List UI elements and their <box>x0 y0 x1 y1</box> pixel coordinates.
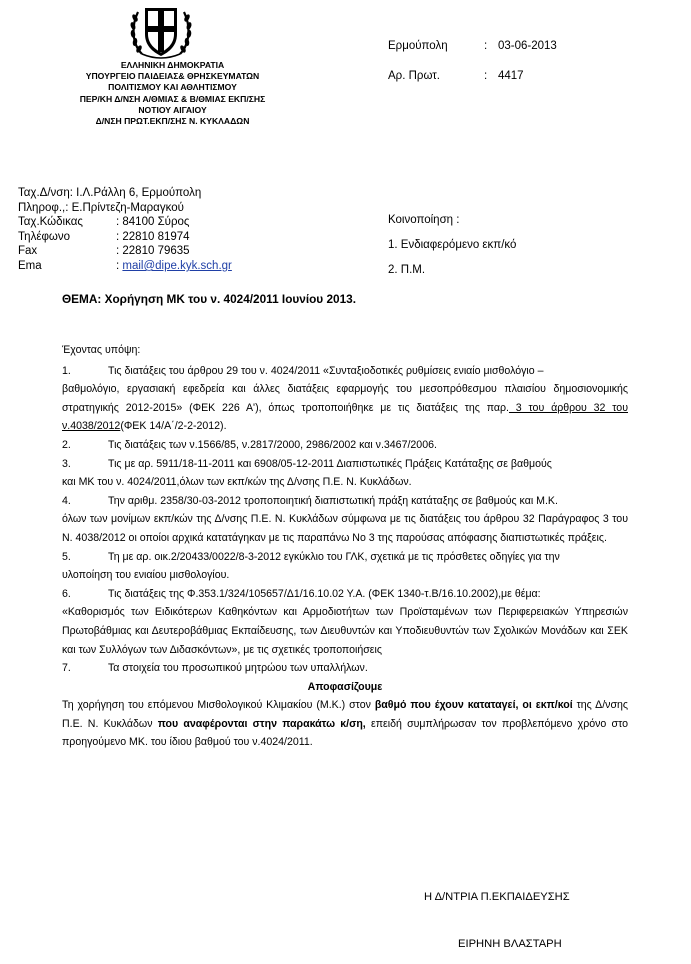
greek-emblem-icon <box>128 4 194 60</box>
protocol-row: Αρ. Πρωτ. : 4417 <box>388 70 524 82</box>
item-number: 6. <box>62 587 71 600</box>
cc-item: 1. Ενδιαφερόμενο εκπ/κό <box>388 239 517 251</box>
decision-heading: Αποφασίζουμε <box>307 680 383 693</box>
postcode-row <box>18 215 232 230</box>
list-item <box>62 585 628 604</box>
item-text: Την αριθμ. 2358/30-03-2012 τροποποιητική διαπιστωτική πράξη κατάταξης σε βαθμούς και Μ.Κ. <box>108 494 558 507</box>
list-item <box>62 436 628 455</box>
item-continuation: βαθμολόγιο, εργασιακή εφεδρεία και άλλες διατάξεις εφαρμογής του μεσοπρόθεσμου πλαισίου δημοσιονομικής στρατηγικής 2012-2015» (ΦΕΚ 226 Α'), όπως τροποποιήθηκε με τις διατάξεις της παρ. 3 του άρθρου 32 του ν.4038/2012(ΦΕΚ 14/Α΄/2-2-2012). <box>62 383 628 433</box>
cc-block <box>388 208 516 283</box>
item-number: 5. <box>62 550 71 563</box>
item-number: 4. <box>62 494 71 507</box>
subject-line: ΘΕΜΑ: Χορήγηση ΜΚ του ν. 4024/2011 Ιουνίου 2013. <box>62 292 356 306</box>
item-number: 2. <box>62 438 71 451</box>
header-line: Δ/ΝΣΗ ΠΡΩΤ.ΕΚΠ/ΣΗΣ Ν. ΚΥΚΛΑΔΩΝ <box>95 116 250 127</box>
list-item <box>62 362 628 381</box>
email-row <box>18 259 232 274</box>
header-line: ΠΕΡ/ΚΗ Δ/ΝΣΗ Α/ΘΜΙΑΣ & Β/ΘΜΙΑΣ ΕΚΠ/ΣΗΣ <box>79 93 266 104</box>
list-item <box>62 492 628 511</box>
header-line: ΠΟΛΙΤΙΣΜΟΥ ΚΑΙ ΑΘΛΗΤΙΣΜΟΥ <box>108 82 237 93</box>
item-text: Τις διατάξεις των ν.1566/85, ν.2817/2000, 2986/2002 και ν.3467/2006. <box>108 438 437 451</box>
item-text: Τις διατάξεις του άρθρου 29 του ν. 4024/2011 «Συνταξιοδοτικές ρυθμίσεις ενιαίο μισθολόγιο – <box>108 364 544 377</box>
cc-item: 2. Π.Μ. <box>388 264 426 276</box>
address-label: Ταχ.Δ/νση: <box>18 187 73 199</box>
header-line: ΕΛΛΗΝΙΚΗ ΔΗΜΟΚΡΑΤΙΑ <box>120 60 225 70</box>
item-text: Τις με αρ. 5911/18-11-2011 και 6908/05-12-2011 Διαπιστωτικές Πράξεις Κατάταξης σε βαθμούς <box>108 457 552 470</box>
email-link[interactable]: mail@dipe.kyk.sch.gr <box>122 259 232 272</box>
item-continuation: και ΜΚ του ν. 4024/2011,όλων των εκπ/κών της Δ/νσης Π.Ε. Ν. Κυκλάδων. <box>62 476 412 489</box>
fax-row <box>18 244 232 259</box>
fax-value: : 22810 79635 <box>116 245 190 258</box>
date-row: Ερμούπολη : 03-06-2013 <box>388 40 557 52</box>
place-label: Ερμούπολη <box>388 40 448 52</box>
postcode-label: Ταχ.Κώδικας <box>18 216 83 229</box>
list-item <box>62 548 628 567</box>
address-value: Ι.Λ.Ράλλη 6, Ερμούπολη <box>76 187 202 199</box>
phone-value: : 22810 81974 <box>116 230 190 243</box>
intro-text: Έχοντας υπόψη: <box>62 344 141 356</box>
item-text: Τη με αρ. οικ.2/20433/0022/8-3-2012 εγκύκλιο του ΓΛΚ, σχετικά με τις πρόσθετες οδηγίες για την <box>108 550 560 563</box>
issuing-authority-header <box>40 60 305 127</box>
fax-label: Fax <box>18 245 38 258</box>
signer-name: ΕΙΡΗΝΗ ΒΛΑΣΤΑΡΗ <box>458 938 562 950</box>
header-line: ΝΟΤΙΟΥ ΑΙΓΑΙΟΥ <box>138 104 207 115</box>
list-item <box>62 659 628 678</box>
info-value: Ε.Πρίντεζη-Μαραγκού <box>71 201 184 214</box>
underlined-reference: 3 του άρθρου 32 του ν.4038/2012 <box>62 401 628 433</box>
item-number: 1. <box>62 364 71 377</box>
item-number: 7. <box>62 662 71 675</box>
email-label: Ema <box>18 259 42 272</box>
cc-title: Κοινοποίηση : <box>388 214 460 226</box>
header-line: ΥΠΟΥΡΓΕΙΟ ΠΑΙΔΕΙΑΣ& ΘΡΗΣΚΕΥΜΑΤΩΝ <box>85 71 260 82</box>
phone-label: Τηλέφωνο <box>18 230 71 243</box>
phone-row <box>18 230 232 245</box>
document-date: 03-06-2013 <box>498 40 557 52</box>
item-text: Τις διατάξεις της Φ.353.1/324/105657/Δ1/16.10.02 Υ.Α. (ΦΕΚ 1340-τ.Β/16.10.2002),με θέμα: <box>108 587 541 600</box>
address-row <box>18 186 232 201</box>
item-text: Τα στοιχεία του προσωπικού μητρώου των υπαλλήλων. <box>108 662 368 675</box>
info-label: Πληροφ.,: <box>18 201 69 214</box>
email-colon: : <box>116 259 120 272</box>
item-continuation: υλοποίηση του ενιαίου μισθολογίου. <box>62 569 230 582</box>
protocol-label: Αρ. Πρωτ. <box>388 70 441 82</box>
info-row <box>18 201 232 216</box>
signer-title: Η Δ/ΝΤΡΙΑ Π.ΕΚΠΑΙΔΕΥΣΗΣ <box>424 891 570 903</box>
considerations-list <box>62 362 628 678</box>
item-continuation: όλων των μονίμων εκπ/κών της Δ/νσης Π.Ε. Ν. Κυκλάδων σύμφωνα με τις διατάξεις του άρθρου 32 Παράγραφος 3 του Ν. 4038/2012 οι οποίοι αρχικά κατατάγηκαν με τις παραπάνω Νο 3 της παρούσας απόφασης διαπιστωτικές πράξεις. <box>62 513 628 544</box>
item-continuation: «Καθορισμός των Ειδικότερων Καθηκόντων και Αρμοδιοτήτων των Προϊσταμένων των Περιφερειακών Υπηρεσιών Πρωτοβάθμιας και Δευτεροβάθμιας Εκπαίδευσης, των Διευθυντών και Υποδιευθυντών των Σχολικών Μονάδων και ΣΕΚ και των Συλλόγων των Διδασκόντων», με τις σχετικές τροποποιήσεις <box>62 606 628 656</box>
postcode-value: : 84100 Σύρος <box>116 216 190 229</box>
decision-text: Τη χορήγηση του επόμενου Μισθολογικού Κλιμακίου (Μ.Κ.) στον βαθμό που έχουν καταταγεί, οι εκπ/κοί της Δ/νσης Π.Ε. Ν. Κυκλάδων που αναφέρονται στην παρακάτω κ/ση, επειδή συμπλήρωσαν τον προβλεπόμενο χρόνο στο προηγούμενο ΜΚ. του ίδιου βαθμού του ν.4024/2011. <box>62 699 628 749</box>
list-item <box>62 455 628 474</box>
item-number: 3. <box>62 457 71 470</box>
contact-details <box>18 186 232 274</box>
protocol-number: 4417 <box>498 70 524 82</box>
document-body <box>62 341 628 752</box>
